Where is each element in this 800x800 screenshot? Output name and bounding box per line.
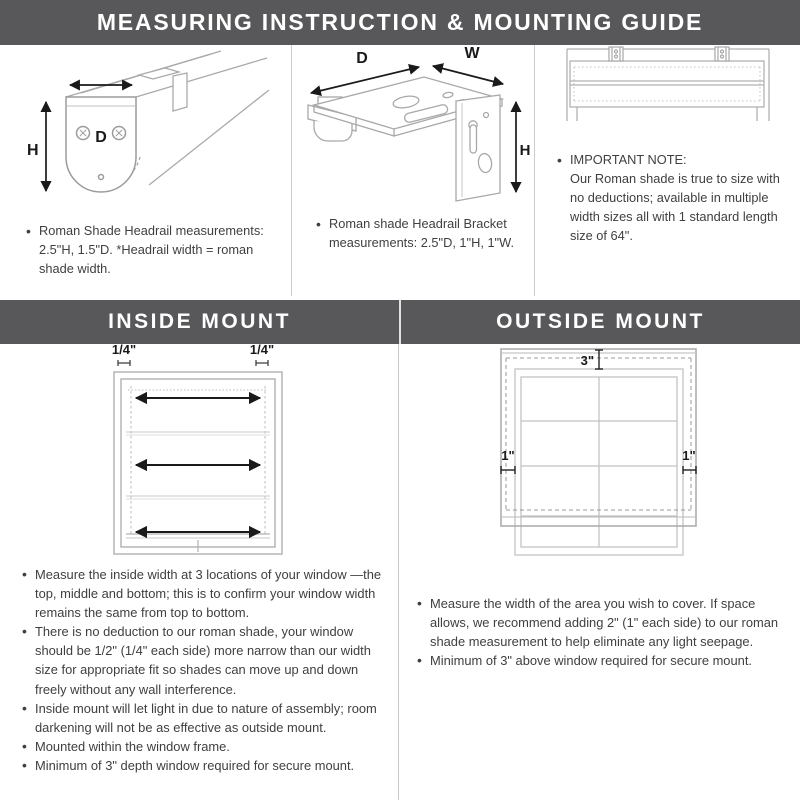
page-title: MEASURING INSTRUCTION & MOUNTING GUIDE xyxy=(96,9,704,35)
window-behind-shade xyxy=(515,369,683,555)
mount-section-headers xyxy=(0,300,800,344)
dim-label-one-inch-left: 1" xyxy=(500,448,515,463)
instruction-bullet: • Roman shade Headrail Bracket measurements: 2.5"D, 1"H, 1"W. xyxy=(316,215,522,253)
headrail-info-section xyxy=(0,45,800,296)
instruction-bullet: • There is no deduction to our roman shade, your window should be 1/2" (1/4" each side) more narrow than our width size for appropriate fit so shades can move up and down freely without any wall interference. xyxy=(22,622,390,698)
instruction-bullet: • Mounted within the window frame. xyxy=(22,737,390,756)
headrail-bullets xyxy=(0,215,291,279)
inside-mount-column xyxy=(0,344,399,800)
headrail-front-diagram xyxy=(565,45,771,123)
outside-mount-title: OUTSIDE MOUNT xyxy=(496,310,705,333)
width-measure-arrows xyxy=(136,398,260,532)
outside-mount-bullets xyxy=(399,562,800,670)
quarter-inch-ticks xyxy=(118,360,268,366)
note-bullets xyxy=(535,123,800,246)
outside-mount-header xyxy=(401,300,800,344)
bracket-bullets xyxy=(292,205,534,253)
bracket-body xyxy=(308,77,502,201)
mount-instructions-section xyxy=(0,344,800,800)
instruction-bullet: • Inside mount will let light in due to nature of assembly; room darkening will not be as effective as outside mount. xyxy=(22,699,390,737)
dim-label-d: D xyxy=(94,129,107,146)
dim-label-w: W xyxy=(463,45,480,62)
dim-label-h: H xyxy=(26,142,39,159)
shade-outline xyxy=(126,386,270,552)
inside-mount-bullets xyxy=(0,559,398,775)
headrail-panel xyxy=(0,45,292,296)
inside-mount-diagram xyxy=(104,344,294,559)
dim-label-d: D xyxy=(355,50,368,67)
dim-label-one-inch-right: 1" xyxy=(681,448,696,463)
instruction-bullet: • Roman Shade Headrail measurements: 2.5"H, 1.5"D. *Headrail width = roman shade width. xyxy=(26,222,277,279)
bracket-panel xyxy=(292,45,535,296)
dim-label-three-inch: 3" xyxy=(580,353,594,368)
outside-mount-diagram xyxy=(495,344,705,562)
outside-mount-column xyxy=(399,344,800,800)
important-note-body: Our Roman shade is true to size with no deductions; available in multiple width sizes all with 1 standard length size of 64". xyxy=(570,170,780,243)
dim-label-quarter-left: 1/4" xyxy=(111,344,137,357)
window-frame xyxy=(114,372,282,554)
headrail-diagram xyxy=(21,45,271,215)
dim-label-h: H xyxy=(519,142,530,159)
instruction-bullet: • Minimum of 3" depth window required for secure mount. xyxy=(22,756,390,775)
dim-label-quarter-right: 1/4" xyxy=(249,344,275,357)
inside-mount-header xyxy=(0,300,399,344)
main-header-bar xyxy=(0,0,800,45)
instruction-bullet: • Minimum of 3" above window required for secure mount. xyxy=(417,651,792,670)
note-panel xyxy=(535,45,800,296)
important-note-title: IMPORTANT NOTE: xyxy=(570,152,687,167)
bracket-diagram xyxy=(296,45,531,205)
instruction-bullet: • Measure the width of the area you wish to cover. If space allows, we recommend adding 2" (1" each side) to our roman shade measurement to help eliminate any light seepage. xyxy=(417,594,792,651)
instruction-bullet: • Measure the inside width at 3 locations of your window —the top, middle and bottom; this is to confirm your window width remains the same from top to bottom. xyxy=(22,565,390,622)
inside-mount-title: INSIDE MOUNT xyxy=(108,310,291,333)
important-note xyxy=(557,151,792,246)
